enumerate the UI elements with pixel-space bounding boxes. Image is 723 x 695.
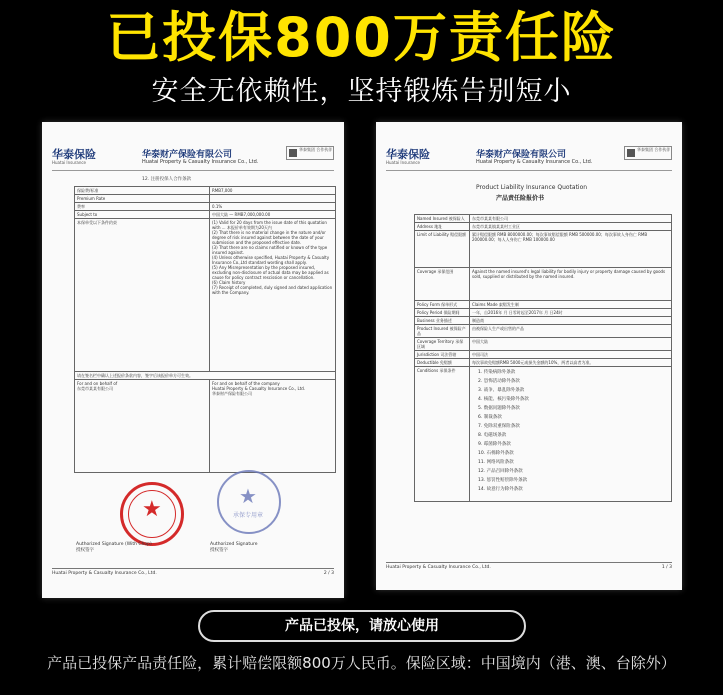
row-label: Policy Period 保险期间 (415, 309, 470, 317)
condition-item: 2. 恐怖活动除外条款 (478, 379, 520, 384)
row-label: Conditions 承保条件 (415, 367, 470, 502)
row-value (210, 195, 336, 203)
table-row (75, 195, 336, 203)
table-row (75, 380, 336, 473)
row-label: Deductible 免赔额 (415, 359, 470, 367)
company-name-cn: 华泰财产保险有限公司 (142, 150, 233, 160)
clause: (1) Valid for 20 days from the issue date of this quotation with ... 本报价单有效期为20天内 (212, 220, 327, 230)
condition-item: 1. 传染病除外条款 (478, 370, 516, 375)
row-label: Address 地址 (415, 223, 470, 231)
condition-item: 7. 免除双重保险条款 (478, 424, 520, 429)
row-label: Coverage Territory 承保区域 (415, 338, 470, 351)
quotation-title-en: Product Liability Insurance Quotation (476, 184, 588, 191)
condition-item: 5. 数据问题除外条款 (478, 406, 520, 411)
insurer-block (210, 380, 336, 473)
company-name-en: Huatai Property & Casualty Insurance Co., Ltd. (142, 159, 259, 165)
table-row (75, 372, 336, 380)
condition-item: 9. 霉菌除外条款 (478, 442, 511, 447)
sig-label-cn: 授权签字 (210, 548, 228, 553)
table-row (415, 325, 672, 338)
sig-label-cn: 授权签字 (76, 548, 94, 553)
clause: (6) Claim history (212, 280, 246, 285)
condition-item: 8. 电磁场条款 (478, 433, 507, 438)
row-label: Premium Rate (75, 195, 210, 203)
table-row (75, 219, 336, 372)
for-behalf-label: For and on behalf of (77, 381, 118, 386)
clause: (5) Any Misrepresentation by the proposed insured, excluding non-disclosure of actual data may be applied as cause for policy contract rescission or cancellation. (212, 265, 329, 280)
authorized-signature-left (76, 542, 152, 553)
condition-item: 10. 石棉除外条款 (478, 451, 514, 456)
header-divider (386, 170, 672, 171)
table-row (415, 309, 672, 317)
row-label: Jurisdiction 司法管辖 (415, 351, 470, 359)
table-row (415, 351, 672, 359)
footer-company: Huatai Property & Casualty Insurance Co., Ltd. (52, 571, 157, 576)
quotation-title-cn: 产品责任险报价书 (496, 195, 545, 202)
row-value: 东莞市某某有限公司 (470, 215, 672, 223)
quotation-table (414, 214, 672, 502)
clause: (2) That there is no material change in the nature and/or degree of risk insured against between the date of your submission and the proposed effective date. (212, 230, 326, 245)
table-row (415, 338, 672, 351)
row-value: 制造商 (470, 317, 672, 325)
row-label: 保险费/标准 (75, 187, 210, 195)
logo-subtitle: Huatai Insurance (386, 160, 421, 165)
row-label: Named Insured 被保险人 (415, 215, 470, 223)
authorized-signature-right (210, 542, 258, 553)
row-label: Product Insured 被保险产品 (415, 325, 470, 338)
row-value: 累计赔偿限额 RMB 8000000.00；每次事故赔偿限额 RMB 500000.00；每次事故人身伤亡 RMB 200000.00；每人人身伤亡 RMB 100000.00 (470, 231, 672, 268)
logo-subtitle: Huatai Insurance (52, 160, 87, 165)
sig-label-en: Authorized Signature (210, 542, 258, 547)
headline: 已投保800万责任险 (106, 6, 617, 69)
blue-insurer-seal (217, 470, 281, 534)
row-label: 费率 (75, 203, 210, 211)
doc-footer (386, 562, 672, 570)
insurer-name-cn: 华泰财产保险有限公司 (212, 391, 252, 396)
row-label: 本保单受以下条件约束 (75, 219, 210, 372)
table-row (415, 359, 672, 367)
conditions-cell (210, 219, 336, 372)
row-label: Subject to (75, 211, 210, 219)
row-value: 0.1% (210, 203, 336, 211)
row-value: 东莞市某某镇某某村工业区 (470, 223, 672, 231)
partner-badge: 华泰集团 合作伙伴 (286, 146, 334, 160)
for-behalf-label: For and on behalf of the company (212, 381, 280, 386)
doc-footer (52, 568, 334, 576)
quotation-page-1 (376, 122, 682, 590)
red-company-seal (120, 482, 184, 546)
insurer-name-en: Huatai Property & Casualty Insurance Co., Ltd. (212, 386, 306, 391)
doc-header (52, 144, 334, 168)
insured-block (75, 380, 210, 473)
condition-item: 11. 网络风险条款 (478, 460, 514, 465)
condition-item: 13. 惩罚性赔偿除外条款 (478, 478, 528, 483)
subheadline: 安全无依赖性，坚持锻炼告别短小 (151, 76, 572, 107)
company-name-en: Huatai Property & Casualty Insurance Co., Ltd. (476, 159, 593, 165)
insured-assurance-pill: 产品已投保，请放心使用 (198, 610, 526, 642)
clause: (3) That there are no claims notified or known of the type insured against. (212, 245, 328, 255)
insurance-coverage-note: 产品已投保产品责任险，累计赔偿限额800万人民币。保险区域：中国境内（港、澳、台除外） (47, 654, 676, 672)
company-name-cn: 华泰财产保险有限公司 (476, 150, 567, 160)
table-row (75, 187, 336, 195)
row-value: 中国大陆 (470, 338, 672, 351)
table-row (415, 301, 672, 309)
row-value: 中国司法 (470, 351, 672, 359)
table-row (415, 223, 672, 231)
condition-item: 12. 产品召回除外条款 (478, 469, 523, 474)
row-value: RMB7,000 (210, 187, 336, 195)
row-label: Coverage 承保范围 (415, 268, 470, 301)
insured-name: 东莞市某某有限公司 (77, 386, 113, 391)
page-number: 2 / 3 (323, 571, 334, 576)
conditions-list (470, 367, 672, 502)
condition-item: 3. 战争、暴乱除外条款 (478, 388, 525, 393)
condition-item: 6. 制裁条款 (478, 415, 502, 420)
note: 请在签名栏中确认上述报价条款内容，签字后该报价单方可生效。 (75, 372, 336, 380)
table-row (415, 268, 672, 301)
footer-company: Huatai Property & Casualty Insurance Co., Ltd. (386, 565, 491, 570)
row-value: 每次事故免赔额RMB 5000元或损失金额的10%，两者以高者为准。 (470, 359, 672, 367)
row-label: Business 业务描述 (415, 317, 470, 325)
clause: (4) Unless otherwise specified, Huatai Property & Casualty Insurance Co.,Ltd standard wording shall apply. (212, 255, 330, 265)
page-number: 1 / 3 (661, 565, 672, 570)
clause: (7) Receipt of completed, duly signed and dated application with the Company. (212, 285, 333, 295)
table-row (75, 211, 336, 219)
quotation-page-2 (42, 122, 344, 598)
table-row (75, 203, 336, 211)
partner-badge: 华泰集团 合作伙伴 (624, 146, 672, 160)
star-icon: ★ (142, 497, 162, 522)
row-value: Claims Made 索赔发生制 (470, 301, 672, 309)
star-icon: ★ (239, 484, 257, 508)
table-row (415, 317, 672, 325)
header-divider (52, 170, 334, 171)
condition-item: 14. 故意行为除外条款 (478, 487, 523, 492)
table-row (415, 367, 672, 502)
row-value: Against the named insured's legal liability for bodily injury or property damage caused by goods sold, supplied or distributed by the named insured. (470, 268, 672, 301)
huatai-logo: 华泰保险 (52, 148, 96, 161)
row-value: 一年，自2016年 月 日零时起至2017年 月 日24时 (470, 309, 672, 317)
seal-text: 承保专用章 (233, 512, 264, 519)
row-label: Policy Form 保单形式 (415, 301, 470, 309)
condition-item: 4. 核能、核污染除外条款 (478, 397, 529, 402)
huatai-logo: 华泰保险 (386, 148, 430, 161)
row-label: Limit of Liability 赔偿限额 (415, 231, 470, 268)
doc-header (386, 144, 672, 168)
table-row (415, 231, 672, 268)
table-row (415, 215, 672, 223)
row-value: 由被保险人生产或出售的产品 (470, 325, 672, 338)
section-title: 12. 注册投保人合作条款 (142, 177, 192, 182)
row-value: 中国大陆 — RMB7,000,000.00 (210, 211, 336, 219)
quotation-table (74, 186, 336, 473)
sig-label-en: Authorized Signature (With Chop) (76, 542, 152, 547)
